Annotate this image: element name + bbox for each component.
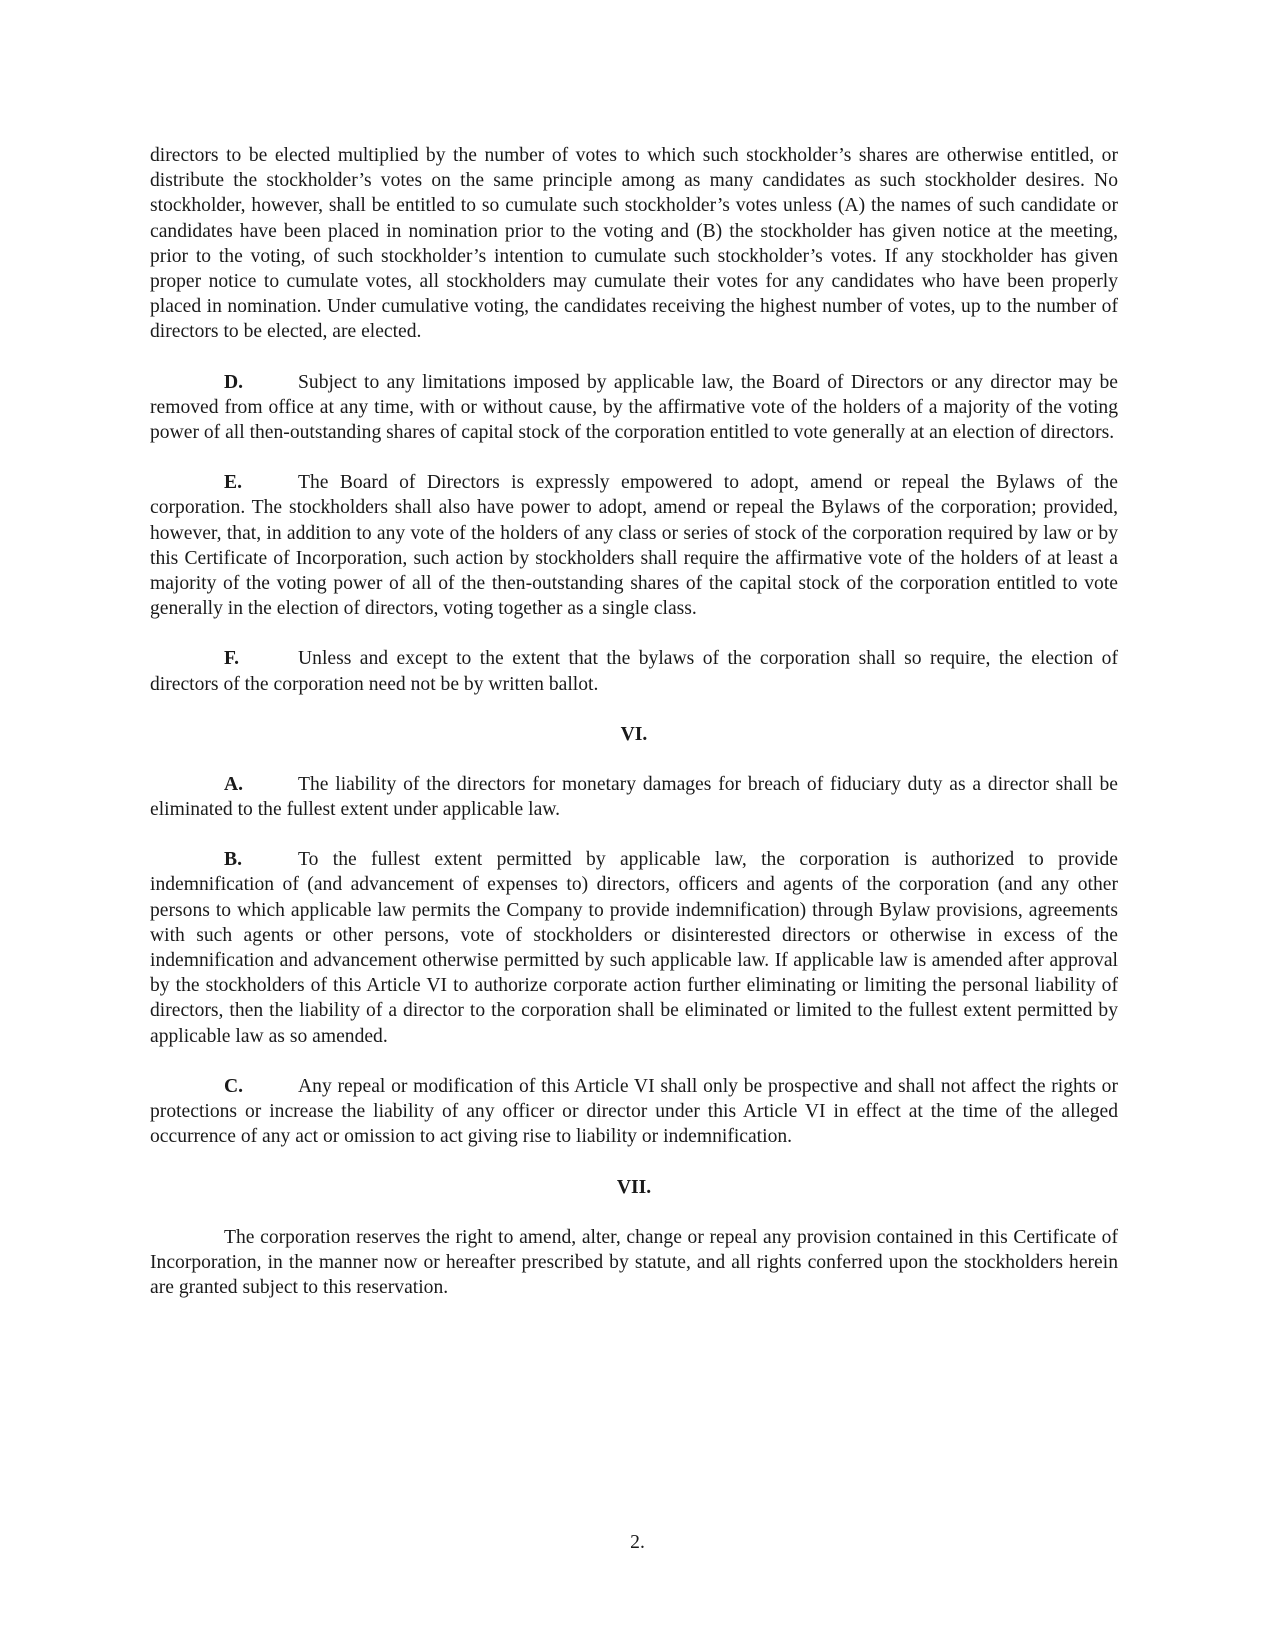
paragraph-text: Subject to any limitations imposed by applicable law, the Board of Directors or any director may be removed from office at any time, with or without cause, by the affirmative vote of the holders of a majority of the voting power of all then-outstanding shares of capital stock of the corporation entitled to vote generally at an election of directors. [150, 371, 1118, 444]
article-vi-paragraph-a [150, 772, 1118, 822]
paragraph-text: The Board of Directors is expressly empowered to adopt, amend or repeal the Bylaws of the corporation. The stockholders shall also have power to adopt, amend or repeal the Bylaws of the corporation; provided, however, that, in addition to any vote of the holders of any class or series of stock of the corporation required by law or by this Certificate of Incorporation, such action by stockholders shall require the affirmative vote of the holders of at least a majority of the voting power of all of the then-outstanding shares of the capital stock of the corporation entitled to vote generally in the election of directors, voting together as a single class. [150, 472, 1118, 620]
paragraph-d [150, 370, 1118, 446]
article-vii-paragraph: The corporation reserves the right to amend, alter, change or repeal any provision contained in this Certificate of Incorporation, in the manner now or hereafter prescribed by statute, and all rights conferred upon the stockholders herein are granted subject to this reservation. [150, 1226, 1118, 1298]
paragraph-text: Unless and except to the extent that the bylaws of the corporation shall so require, the election of directors of the corporation need not be by written ballot. [150, 648, 1118, 695]
paragraph-text: Any repeal or modification of this Article VI shall only be prospective and shall not affect the rights or protections or increase the liability of any officer or director under this Article VI in effect at the time of the alleged occurrence of any act or omission to act giving rise to liability or indemnification. [150, 1075, 1118, 1148]
paragraph-label: A. [224, 773, 244, 795]
page-number: 2. [630, 1532, 645, 1553]
paragraph-label: F. [224, 648, 240, 670]
paragraph-e [150, 470, 1118, 621]
article-vi-paragraph-c [150, 1074, 1118, 1150]
paragraph-f [150, 646, 1118, 696]
paragraph-label: C. [224, 1075, 244, 1097]
article-vi-paragraph-b [150, 847, 1118, 1049]
paragraph-text: To the fullest extent permitted by applicable law, the corporation is authorized to provide indemnification of (and advancement of expenses to) directors, officers and agents of the corporation (and any other persons to which applicable law permits the Company to provide indemnification) through Bylaw provisions, agreements with such agents or other persons, vote of stockholders or disinterested directors or otherwise in excess of the indemnification and advancement otherwise permitted by such applicable law. If applicable law is amended after approval by the stockholders of this Article VI to authorize corporate action further eliminating or limiting the personal liability of directors, then the liability of a director to the corporation shall be eliminated or limited to the fullest extent permitted by applicable law as so amended. [150, 849, 1118, 1047]
paragraph-label: B. [224, 849, 242, 871]
paragraph-label: D. [224, 371, 244, 393]
article-vii-heading: VII. [616, 1176, 652, 1198]
document-page [150, 143, 1118, 1325]
paragraph-label: E. [224, 472, 242, 494]
paragraph-cumulative-voting: directors to be elected multiplied by the number of votes to which such stockholder’s shares are otherwise entitled, or distribute the stockholder’s votes on the same principle among as many candidates as such stockholder desires. No stockholder, however, shall be entitled to so cumulate such stockholder’s votes unless (A) the names of such candidate or candidates have been placed in nomination prior to the voting and (B) the stockholder has given notice at the meeting, prior to the voting, of such stockholder’s intention to cumulate such stockholder’s votes. If any stockholder has given proper notice to cumulate votes, all stockholders may cumulate their votes for any candidates who have been properly placed in nomination. Under cumulative voting, the candidates receiving the highest number of votes, up to the number of directors to be elected, are elected. [150, 145, 1118, 343]
article-vi-heading: VI. [620, 723, 648, 745]
paragraph-text: The liability of the directors for monetary damages for breach of fiduciary duty as a director shall be eliminated to the fullest extent under applicable law. [150, 773, 1118, 821]
